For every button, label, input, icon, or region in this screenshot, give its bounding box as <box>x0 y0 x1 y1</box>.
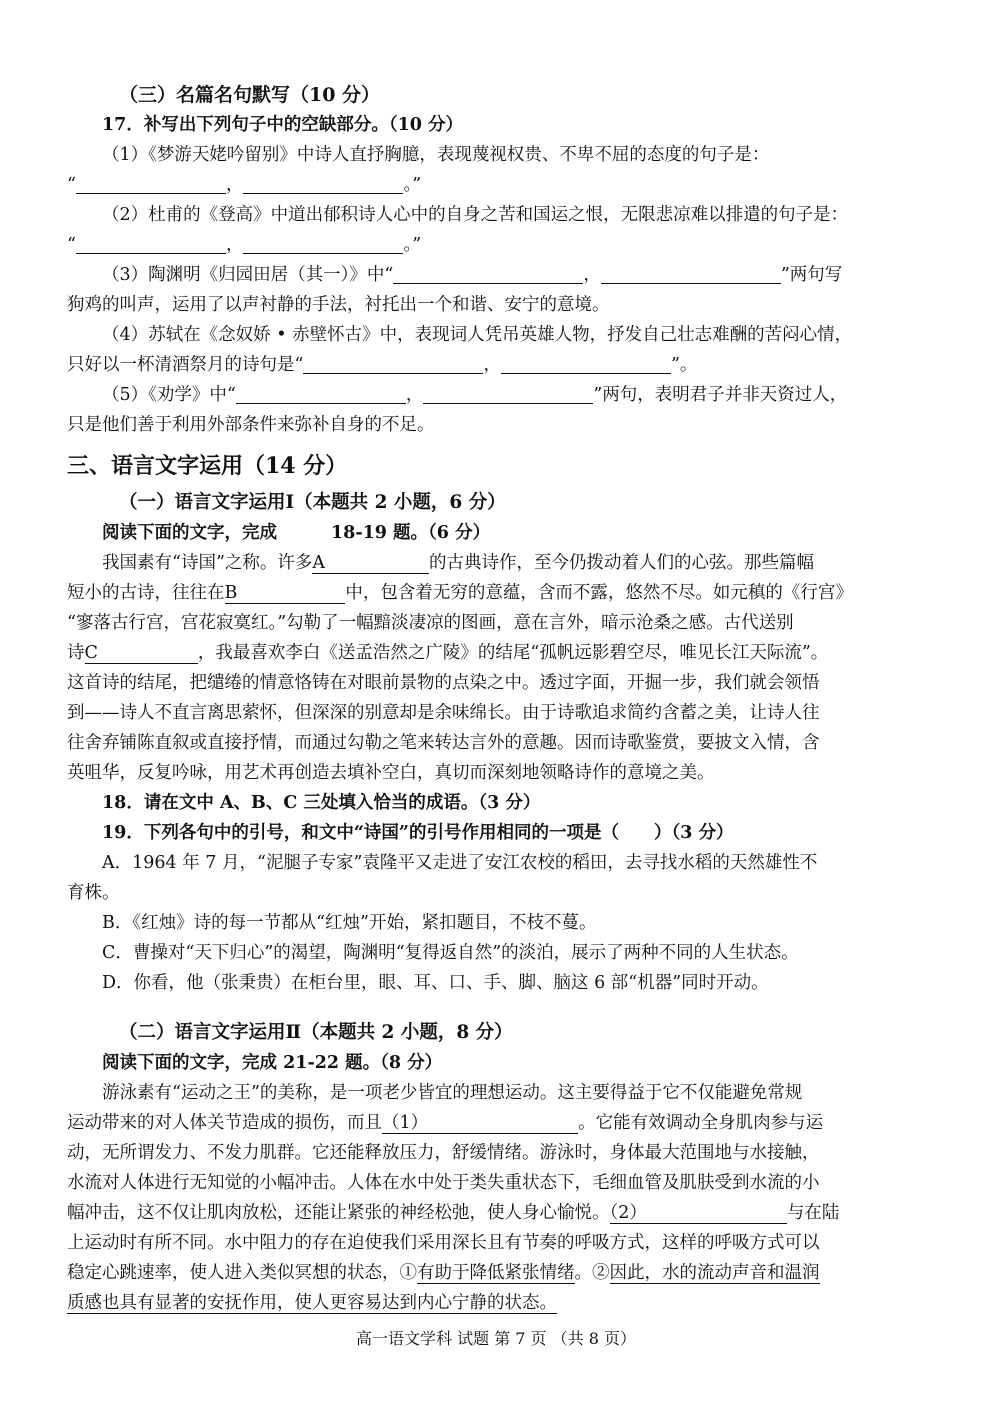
sub1-heading: （一）语言文字运用Ⅰ（本题共 2 小题，6 分） <box>119 492 506 513</box>
q17-item4-line2: 只好以一杯清酒祭月的诗句是“ ， ”。 <box>67 355 698 375</box>
passage1-line6: 到——诗人不直言离思萦怀，但深深的别意却是余味绵长。由于诗歌追求简约含蓄之美，让诗人往 <box>67 703 820 723</box>
q17-item1-line1: （1）《梦游天姥吟留别》中诗人直抒胸臆，表现蔑视权贵、不卑不屈的态度的句子是： <box>102 145 770 165</box>
passage2-line3: 动，无所谓发力、不发力肌群。它还能释放压力，舒缓情绪。游泳时，身体最大范围地与水接触， <box>67 1143 820 1163</box>
sub1-instruction: 阅读下面的文字，完成 18-19 题。（6 分） <box>102 523 491 543</box>
answer-blank[interactable] <box>76 173 226 194</box>
answer-blank[interactable] <box>243 173 403 194</box>
option-a-line1[interactable]: A．1964 年 7 月，“泥腿子专家”袁隆平又走进了安江农校的稻田，去寻找水稻的天然雄性不 <box>102 853 818 873</box>
passage1-line8: 英咀华，反复吟咏，用艺术再创造去填补空白，真切而深刻地领略诗作的意境之美。 <box>67 763 715 783</box>
question-18: 18．请在文中 A、B、C 三处填入恰当的成语。（3 分） <box>102 793 541 813</box>
blank-2[interactable]: （2） <box>610 1203 787 1224</box>
passage2-line5: 幅冲击，这不仅让肌肉放松，还能让紧张的神经松弛，使人身心愉悦。（2） 与在陆 <box>67 1203 840 1223</box>
passage2-line8 <box>67 1288 929 1318</box>
passage1-line5: 这首诗的结尾，把缱绻的情意恪铸在对眼前景物的点染之中。透过字面，开掘一步，我们就会领悟 <box>67 673 820 693</box>
q17-item1-line2: “ ， 。” <box>67 175 422 195</box>
question-17-title: 17．补写出下列句子中的空缺部分。（10 分） <box>102 115 464 135</box>
passage1-line2: 短小的古诗，往往在B 中，包含着无穷的意蕴，含而不露，悠然不尽。如元稹的《行宫》 <box>67 583 853 603</box>
part3-heading: （三）名篇名句默写（10 分） <box>119 84 381 106</box>
answer-blank[interactable] <box>236 383 406 404</box>
underlined-sentence-1: 有助于降低紧张情绪 <box>417 1263 575 1283</box>
underlined-sentence-2-part1: 因此，水的流动声音和温润 <box>609 1263 820 1283</box>
answer-blank[interactable] <box>76 233 226 254</box>
q17-item5-line2: 只是他们善于利用外部条件来弥补自身的不足。 <box>67 415 435 435</box>
passage1-line7: 往舍弃铺陈直叙或直接抒情，而通过勾勒之笔来转达言外的意趣。因而诗歌鉴赏，要披文入情，含 <box>67 733 820 753</box>
blank-B[interactable]: B <box>225 583 346 604</box>
blank-A[interactable]: A <box>312 553 429 574</box>
passage2-line2: 运动带来的对人体关节造成的损伤，而且（1） 。它能有效调动全身肌肉参与运 <box>67 1113 824 1133</box>
answer-blank[interactable] <box>423 383 593 404</box>
blank-1[interactable]: （1） <box>382 1113 578 1134</box>
q17-item3-line1: （3）陶渊明《归园田居（其一）》中“ ， ”两句写 <box>102 265 843 285</box>
option-c[interactable]: C．曹操对“天下归心”的渴望，陶渊明“复得返自然”的淡泊，展示了两种不同的人生状态。 <box>102 943 799 963</box>
q17-item2-line1: （2）杜甫的《登高》中道出郁积诗人心中的自身之苦和国运之恨，无限悲凉难以排遣的句子是： <box>102 205 849 225</box>
exam-page <box>67 80 929 1318</box>
q17-item3-line2: 狗鸡的叫声，运用了以声衬静的手法，衬托出一个和谐、安宁的意境。 <box>67 295 610 315</box>
answer-blank[interactable] <box>393 263 583 284</box>
sub2-instruction: 阅读下面的文字，完成 21-22 题。（8 分） <box>102 1053 443 1073</box>
sub2-heading: （二）语言文字运用Ⅱ（本题共 2 小题，8 分） <box>119 1022 513 1043</box>
option-a-line2[interactable]: 育株。 <box>67 883 120 903</box>
question-19: 19．下列各句中的引号，和文中“诗国”的引号作用相同的一项是（ ）（3 分） <box>102 823 734 843</box>
option-d[interactable]: D．你看，他（张秉贵）在柜台里，眼、耳、口、手、脚、脑这 6 部“机器”同时开动。 <box>102 973 769 993</box>
passage1-line3: “寥落古行宫，宫花寂寞红。”勾勒了一幅黯淡凄凉的图画，意在言外，暗示沧桑之感。古代送别 <box>67 613 794 633</box>
q17-item2-line2: “ ， 。” <box>67 235 422 255</box>
q17-item5-line1: （5）《劝学》中“ ， ”两句，表明君子并非天资过人， <box>102 385 848 405</box>
blank-C[interactable]: C <box>85 643 198 664</box>
passage2-line1: 游泳素有“运动之王”的美称，是一项老少皆宜的理想运动。这主要得益于它不仅能避免常规 <box>102 1083 803 1103</box>
underlined-sentence-2-part2: 质感也具有显著的安抚作用，使人更容易达到内心宁静的状态。 <box>67 1293 557 1313</box>
passage1-line1: 我国素有“诗国”之称。许多A 的古典诗作，至今仍拨动着人们的心弦。那些篇幅 <box>102 553 815 573</box>
q17-item4-line1: （4）苏轼在《念奴娇 • 赤壁怀古》中，表现词人凭吊英雄人物，抒发自己壮志难酬的苦闷心情， <box>102 325 853 345</box>
passage1-line4: 诗C ，我最喜欢李白《送孟浩然之广陵》的结尾“孤帆远影碧空尽，唯见长江天际流”。 <box>67 643 829 663</box>
passage2-line7: 稳定心跳速率，使人进入类似冥想的状态，①有助于降低紧张情绪。②因此，水的流动声音和温润 <box>67 1263 820 1283</box>
passage2-line6: 上运动时有所不同。水中阻力的存在迫使我们采用深长且有节奏的呼吸方式，这样的呼吸方式可以 <box>67 1233 820 1253</box>
section-3-heading: 三、语言文字运用（14 分） <box>67 453 348 479</box>
answer-blank[interactable] <box>303 353 483 374</box>
answer-blank[interactable] <box>601 263 781 284</box>
option-b[interactable]: B．《红烛》诗的每一节都从“红烛”开始，紧扣题目，不枝不蔓。 <box>102 913 597 933</box>
answer-blank[interactable] <box>243 233 403 254</box>
answer-blank[interactable] <box>501 353 671 374</box>
passage2-line4: 水流对人体进行无知觉的小幅冲击。人体在水中处于类失重状态下，毛细血管及肌肤受到水流的小 <box>67 1173 820 1193</box>
page-footer: 高一语文学科 试题 第 7 页 （共 8 页） <box>356 1329 636 1348</box>
